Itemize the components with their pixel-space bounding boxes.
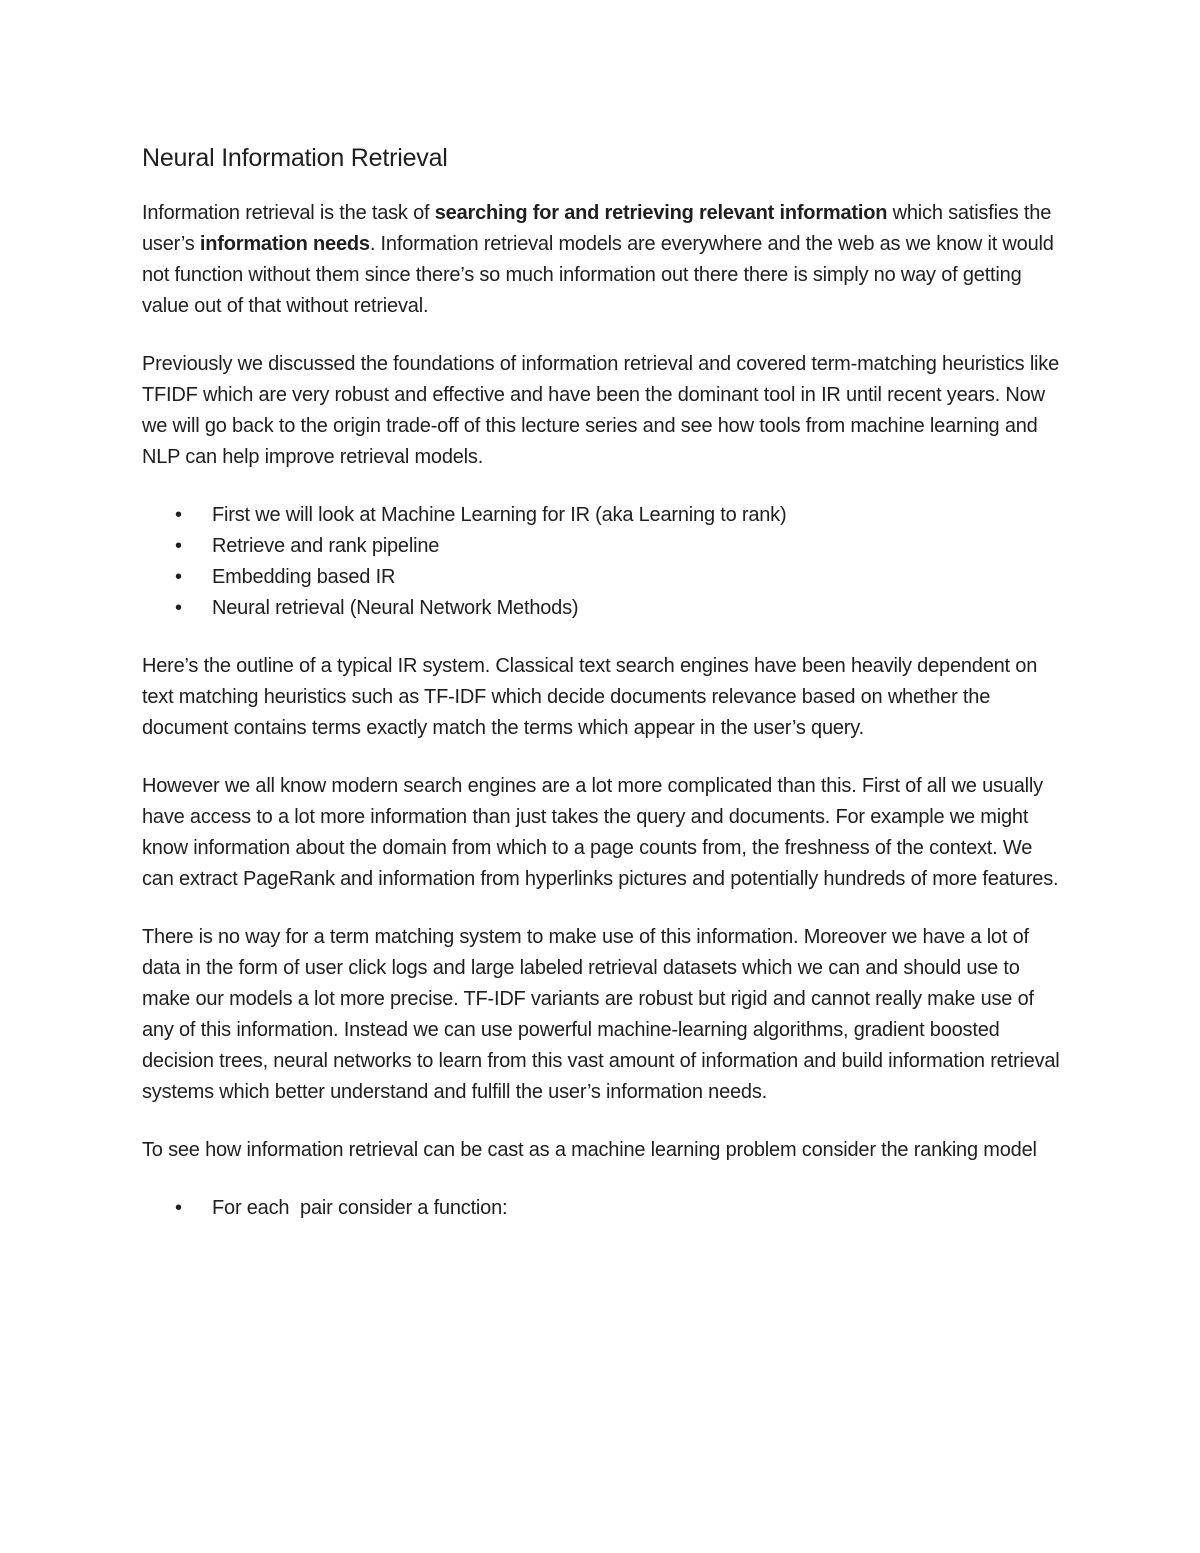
list-item-text: Neural retrieval (Neural Network Methods)	[212, 597, 579, 619]
paragraph-foundations: Previously we discussed the foundations of information retrieval and covered term-matching heuristics like TFIDF which are very robust and effective and have been the dominant tool in IR until recent years. Now we will go back to the origin trade-off of this lecture series and see how tools from machine learning and NLP can help improve retrieval models.	[142, 353, 1060, 468]
list-item-text: First we will look at Machine Learning for IR (aka Learning to rank)	[212, 504, 787, 526]
list-item-text: Embedding based IR	[212, 566, 396, 588]
intro-text-2: which satisfies the user’s	[142, 202, 1052, 255]
list-item	[142, 562, 1062, 593]
paragraph-modern-engines: However we all know modern search engines are a lot more complicated than this. First of all we usually have access to a lot more information than just takes the query and documents. For example we might know information about the domain from which to a page counts from, the freshness of the context. We can extract PageRank and information from hyperlinks pictures and potentially hundreds of more features.	[142, 775, 1059, 890]
topics-list	[142, 500, 1062, 624]
list-item	[142, 500, 1062, 531]
page-title: Neural Information Retrieval	[142, 144, 448, 172]
bullet-icon: •	[175, 597, 182, 619]
document-page	[142, 140, 1062, 1251]
paragraph-ml-motivation: There is no way for a term matching system to make use of this information. Moreover we have a lot of data in the form of user click logs and large labeled retrieval datasets which we can and should use to make our models a lot more precise. TF-IDF variants are robust but rigid and cannot really make use of any of this information. Instead we can use powerful machine-learning algorithms, gradient boosted decision trees, neural networks to learn from this vast amount of information and build information retrieval systems which better understand and fulfill the user’s information needs.	[142, 926, 1060, 1103]
list-item-text: Retrieve and rank pipeline	[212, 535, 440, 557]
list-item-text: For each pair consider a function:	[212, 1197, 508, 1219]
list-item	[142, 531, 1062, 562]
intro-text-3: . Information retrieval models are everywhere and the web as we know it would not function without them since there’s so much information out there there is simply no way of getting value out of that without retrieval.	[142, 233, 1054, 317]
paragraph-ir-outline: Here’s the outline of a typical IR system. Classical text search engines have been heavily dependent on text matching heuristics such as TF-IDF which decide documents relevance based on whether the document contains terms exactly match the terms which appear in the user’s query.	[142, 655, 1038, 739]
bullet-icon: •	[175, 566, 182, 588]
intro-paragraph	[142, 198, 1062, 322]
intro-bold-1: searching for and retrieving relevant information	[434, 202, 888, 224]
bullet-icon: •	[175, 535, 182, 557]
paragraph-ranking-model: To see how information retrieval can be cast as a machine learning problem consider the ranking model	[142, 1139, 1037, 1161]
bullet-icon: •	[175, 1197, 182, 1219]
function-list	[142, 1193, 1062, 1224]
intro-text-1: Information retrieval is the task of	[142, 202, 435, 224]
intro-bold-2: information needs	[199, 233, 370, 255]
list-item	[142, 1193, 1062, 1224]
list-item	[142, 593, 1062, 624]
bullet-icon: •	[175, 504, 182, 526]
